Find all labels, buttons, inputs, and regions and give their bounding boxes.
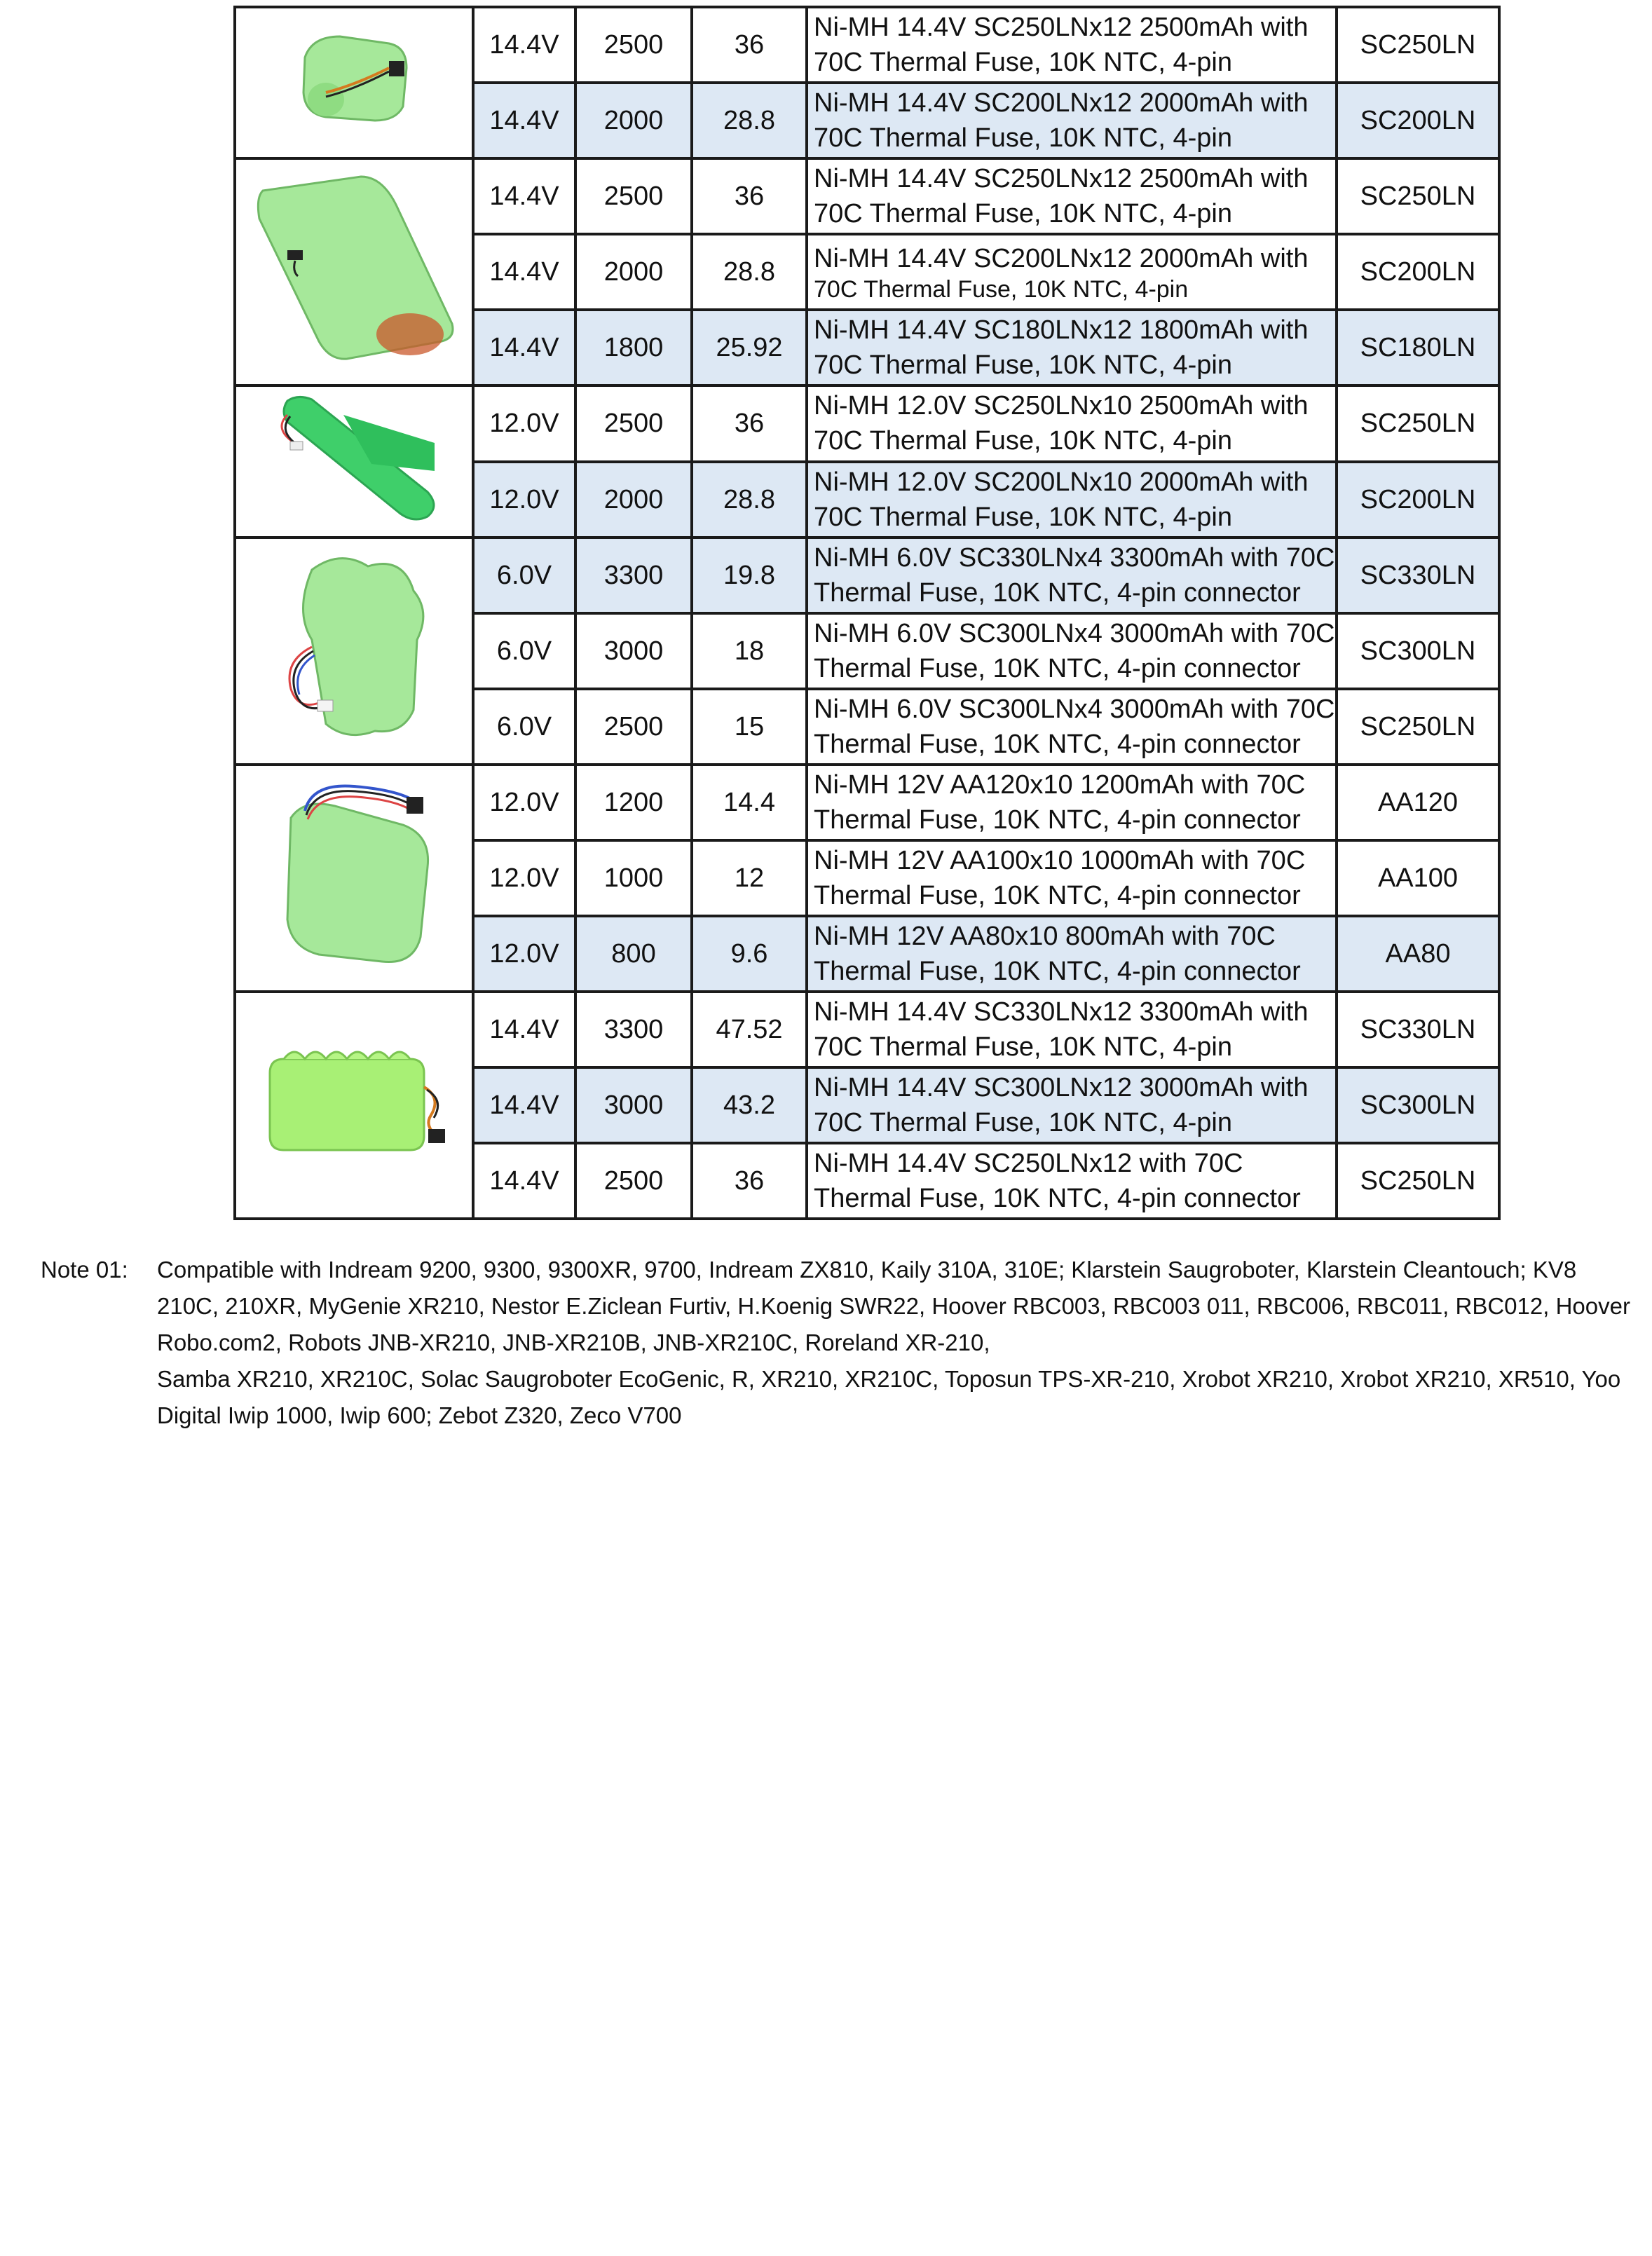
table-row [235,385,1499,462]
capacity-cell: 2000 [575,234,692,310]
capacity-cell: 2500 [575,689,692,765]
wh-cell: 28.8 [692,83,807,158]
battery-pack-image [284,15,424,142]
note-line: Robo.com2, Robots JNB-XR210, JNB-XR210B, JNB-XR210C, Roreland XR-210, [157,1329,990,1355]
capacity-cell: 3000 [575,1067,692,1143]
description-line: Ni-MH 14.4V SC250LNx12 2500mAh with [814,13,1309,42]
description-cell [807,7,1337,83]
description-line: 70C Thermal Fuse, 10K NTC, 4-pin [814,276,1189,303]
wh-cell: 14.4 [692,765,807,840]
cell-code-cell: AA80 [1337,916,1499,992]
capacity-cell: 800 [575,916,692,992]
voltage-cell: 14.4V [473,83,575,158]
description-line: 70C Thermal Fuse, 10K NTC, 4-pin [814,1108,1232,1137]
description-line: Ni-MH 14.4V SC300LNx12 3000mAh with [814,1073,1309,1102]
wh-cell: 36 [692,158,807,234]
table-row [235,765,1499,840]
cell-code-cell: SC250LN [1337,689,1499,765]
capacity-cell: 3300 [575,992,692,1067]
description-cell [807,310,1337,385]
note-line: Digital Iwip 1000, Iwip 600; Zebot Z320, Zeco V700 [157,1402,682,1428]
voltage-cell: 6.0V [473,613,575,689]
wh-cell: 19.8 [692,538,807,613]
note-line: Samba XR210, XR210C, Solac Saugroboter EcoGenic, R, XR210, XR210C, Toposun TPS-XR-210, Xrobot XR210, Xrobot XR210, XR510, Yoo [157,1366,1621,1392]
description-cell [807,689,1337,765]
description-cell [807,613,1337,689]
description-line: Ni-MH 12V AA100x10 1000mAh with 70C [814,846,1306,875]
battery-image-cell [235,7,473,158]
description-line: Ni-MH 14.4V SC250LNx12 2500mAh with [814,164,1309,193]
cell-code-cell: SC180LN [1337,310,1499,385]
description-line: Ni-MH 14.4V SC250LNx12 with 70C [814,1149,1243,1178]
description-line: 70C Thermal Fuse, 10K NTC, 4-pin [814,502,1232,532]
description-line: Thermal Fuse, 10K NTC, 4-pin connector [814,957,1301,986]
description-cell [807,1143,1337,1219]
cell-code-cell: AA100 [1337,840,1499,916]
capacity-cell: 2000 [575,83,692,158]
description-line: Ni-MH 6.0V SC300LNx4 3000mAh with 70C [814,695,1335,724]
description-line: Ni-MH 12V AA80x10 800mAh with 70C [814,922,1276,951]
description-line: Ni-MH 12.0V SC200LNx10 2000mAh with [814,467,1309,497]
wh-cell: 18 [692,613,807,689]
wh-cell: 47.52 [692,992,807,1067]
description-line: Ni-MH 6.0V SC300LNx4 3000mAh with 70C [814,619,1335,648]
description-line: 70C Thermal Fuse, 10K NTC, 4-pin [814,199,1232,228]
description-cell [807,538,1337,613]
wh-cell: 36 [692,7,807,83]
description-cell [807,83,1337,158]
description-line: Thermal Fuse, 10K NTC, 4-pin connector [814,578,1301,608]
cell-code-cell: SC200LN [1337,234,1499,310]
description-cell [807,385,1337,462]
wh-cell: 36 [692,385,807,462]
capacity-cell: 1200 [575,765,692,840]
cell-code-cell: SC250LN [1337,7,1499,83]
capacity-cell: 3000 [575,613,692,689]
voltage-cell: 12.0V [473,840,575,916]
description-line: 70C Thermal Fuse, 10K NTC, 4-pin [814,48,1232,77]
voltage-cell: 14.4V [473,992,575,1067]
wh-cell: 9.6 [692,916,807,992]
description-line: 70C Thermal Fuse, 10K NTC, 4-pin [814,350,1232,380]
description-line: 70C Thermal Fuse, 10K NTC, 4-pin [814,426,1232,456]
voltage-cell: 14.4V [473,234,575,310]
voltage-cell: 6.0V [473,538,575,613]
voltage-cell: 14.4V [473,158,575,234]
description-cell [807,992,1337,1067]
voltage-cell: 14.4V [473,1067,575,1143]
description-line: Ni-MH 14.4V SC180LNx12 1800mAh with [814,315,1309,345]
battery-pack-image [263,542,445,752]
cell-code-cell: SC300LN [1337,1067,1499,1143]
description-line: Ni-MH 14.4V SC200LNx12 2000mAh with [814,88,1309,118]
description-line: 70C Thermal Fuse, 10K NTC, 4-pin [814,1032,1232,1062]
description-line: Ni-MH 12.0V SC250LNx10 2500mAh with [814,391,1309,421]
battery-image-cell [235,158,473,385]
battery-pack-image [249,163,459,373]
cell-code-cell: SC200LN [1337,462,1499,538]
voltage-cell: 12.0V [473,916,575,992]
description-line: Ni-MH 14.4V SC330LNx12 3300mAh with [814,997,1309,1027]
cell-code-cell: SC250LN [1337,385,1499,462]
description-cell [807,765,1337,840]
cell-code-cell: SC330LN [1337,992,1499,1067]
note-line: Compatible with Indream 9200, 9300, 9300XR, 9700, Indream ZX810, Kaily 310A, 310E; Klarstein Saugroboter, Klarstein Cleantouch; KV8 [157,1257,1577,1283]
capacity-cell: 2000 [575,462,692,538]
description-line: Thermal Fuse, 10K NTC, 4-pin connector [814,730,1301,759]
voltage-cell: 12.0V [473,385,575,462]
battery-image-cell [235,992,473,1219]
description-cell [807,840,1337,916]
voltage-cell: 12.0V [473,462,575,538]
battery-pack-image [256,1031,452,1171]
capacity-cell: 1800 [575,310,692,385]
cell-code-cell: SC200LN [1337,83,1499,158]
note-line: 210C, 210XR, MyGenie XR210, Nestor E.Ziclean Furtiv, H.Koenig SWR22, Hoover RBC003, RBC003 011, RBC006, RBC011, RBC012, Hoover [157,1293,1630,1319]
cell-code-cell: SC250LN [1337,158,1499,234]
description-line: Ni-MH 12V AA120x10 1200mAh with 70C [814,770,1306,800]
battery-pack-image [259,387,449,527]
description-cell [807,234,1337,310]
description-line: Thermal Fuse, 10K NTC, 4-pin connector [814,1184,1301,1213]
description-line: Thermal Fuse, 10K NTC, 4-pin connector [814,805,1301,835]
description-line: 70C Thermal Fuse, 10K NTC, 4-pin [814,123,1232,153]
voltage-cell: 6.0V [473,689,575,765]
capacity-cell: 2500 [575,158,692,234]
description-line: Thermal Fuse, 10K NTC, 4-pin connector [814,654,1301,683]
voltage-cell: 14.4V [473,7,575,83]
description-cell [807,462,1337,538]
voltage-cell: 14.4V [473,310,575,385]
voltage-cell: 14.4V [473,1143,575,1219]
description-cell [807,916,1337,992]
capacity-cell: 2500 [575,385,692,462]
table-row [235,7,1499,83]
description-cell [807,158,1337,234]
description-line: Thermal Fuse, 10K NTC, 4-pin connector [814,881,1301,910]
wh-cell: 25.92 [692,310,807,385]
note-text [157,1252,1650,1434]
battery-image-cell [235,385,473,538]
capacity-cell: 1000 [575,840,692,916]
battery-pack-image [263,769,445,979]
cell-code-cell: SC300LN [1337,613,1499,689]
table-row [235,992,1499,1067]
note-label: Note 01: [41,1257,128,1283]
wh-cell: 43.2 [692,1067,807,1143]
wh-cell: 15 [692,689,807,765]
battery-image-cell [235,765,473,992]
wh-cell: 36 [692,1143,807,1219]
wh-cell: 28.8 [692,234,807,310]
voltage-cell: 12.0V [473,765,575,840]
cell-code-cell: AA120 [1337,765,1499,840]
capacity-cell: 2500 [575,1143,692,1219]
description-line: Ni-MH 14.4V SC200LNx12 2000mAh with [814,244,1309,273]
description-cell [807,1067,1337,1143]
wh-cell: 12 [692,840,807,916]
cell-code-cell: SC250LN [1337,1143,1499,1219]
wh-cell: 28.8 [692,462,807,538]
cell-code-cell: SC330LN [1337,538,1499,613]
capacity-cell: 3300 [575,538,692,613]
description-line: Ni-MH 6.0V SC330LNx4 3300mAh with 70C [814,543,1335,573]
battery-spec-table [233,6,1501,1220]
table-row [235,538,1499,613]
battery-image-cell [235,538,473,765]
capacity-cell: 2500 [575,7,692,83]
table-row [235,158,1499,234]
